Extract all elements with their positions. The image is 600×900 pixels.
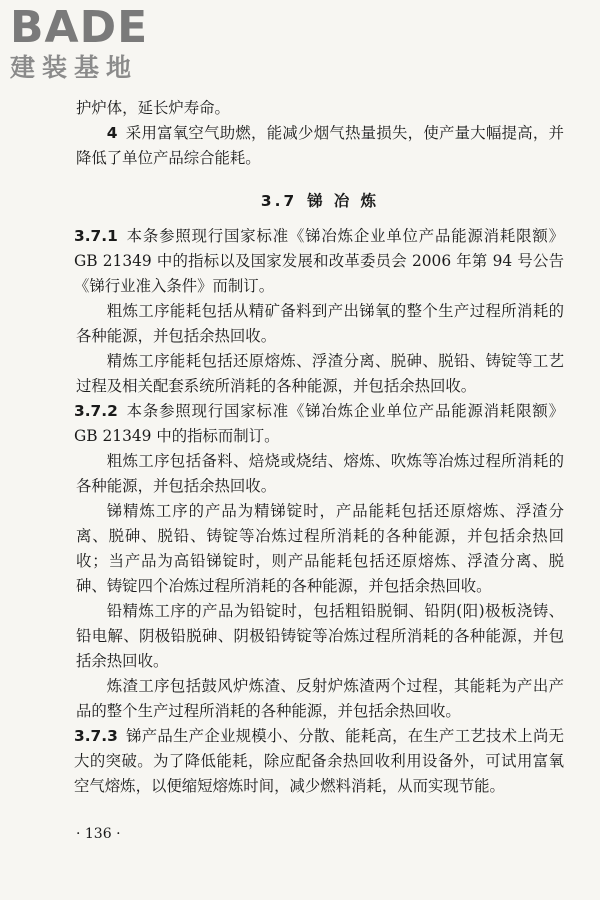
logo [10,2,180,88]
paragraph: 粗炼工序能耗包括从精矿备料到产出锑氧的整个生产过程所消耗的各种能源，并包括余热回收。 [76,302,564,345]
document-body [76,96,564,799]
paragraph: 锑精炼工序的产品为精锑锭时，产品能耗包括还原熔炼、浮渣分离、脱砷、脱铅、铸锭等冶炼过程所消耗的各种能源，并包括余热回收；当产品为高铅锑锭时，则产品能耗包括还原熔炼、浮渣分离、脱砷、铸锭四个冶炼过程所消耗的各种能源，并包括余热回收。 [76,502,564,595]
paragraph-continuation: 护炉体，延长炉寿命。 [76,99,230,117]
paragraph: 精炼工序能耗包括还原熔炼、浮渣分离、脱砷、脱铅、铸锭等工艺过程及相关配套系统所消耗的各种能源，并包括余热回收。 [76,352,564,395]
section-number: 3.7 [260,192,298,210]
paragraph-item-4 [76,121,564,171]
clause-3-7-2 [74,399,564,449]
logo-mark: BADE [10,2,149,53]
clause-3-7-3 [74,724,564,799]
clause-3-7-1 [74,224,564,299]
clause-number: 3.7.1 [74,227,118,245]
paragraph: 炼渣工序包括鼓风炉炼渣、反射炉炼渣两个过程，其能耗为产出产品的整个生产过程所消耗的各种能源，并包括余热回收。 [76,677,564,720]
clause-text: 本条参照现行国家标准《锑冶炼企业单位产品能源消耗限额》GB 21349 中的指标以及国家发展和改革委员会 2006 年第 94 号公告《锑行业准入条件》而制订。 [74,227,564,295]
item-number: 4 [106,124,118,142]
paragraph: 粗炼工序包括备料、焙烧或烧结、熔炼、吹炼等冶炼过程所消耗的各种能源，并包括余热回收。 [76,452,564,495]
section-title: 锑 冶 炼 [307,192,380,210]
clause-number: 3.7.3 [74,727,118,745]
logo-subtitle: 建装基地 [10,53,139,82]
paragraph: 铅精炼工序的产品为铅锭时，包括粗铅脱铜、铅阴(阳)极板浇铸、铅电解、阴极铅脱砷、阴极铅铸锭等冶炼过程所消耗的各种能源，并包括余热回收。 [76,602,564,670]
section-heading [76,189,564,214]
clause-number: 3.7.2 [74,402,118,420]
item-text: 采用富氧空气助燃，能减少烟气热量损失，使产量大幅提高，并降低了单位产品综合能耗。 [76,124,564,167]
page-number: · 136 · [76,826,121,842]
clause-text: 本条参照现行国家标准《锑冶炼企业单位产品能源消耗限额》GB 21349 中的指标而制订。 [74,402,564,445]
clause-text: 锑产品生产企业规模小、分散、能耗高，在生产工艺技术上尚无大的突破。为了降低能耗，除应配备余热回收利用设备外，可试用富氧空气熔炼，以便缩短熔炼时间，减少燃料消耗，从而实现节能。 [74,727,564,795]
